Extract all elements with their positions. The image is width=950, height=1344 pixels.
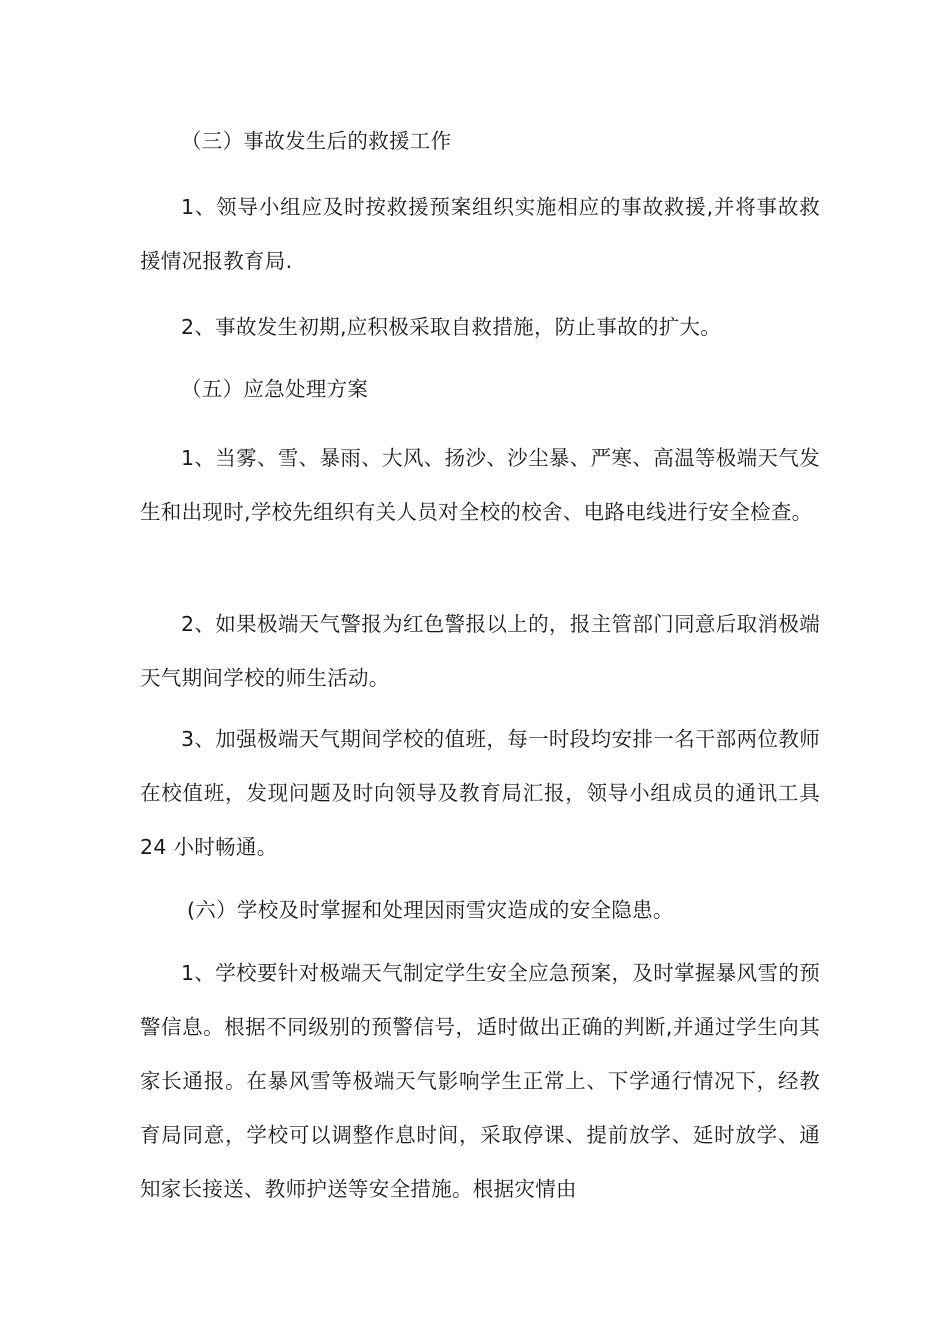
section-heading-emergency-plan: （五）应急处理方案 bbox=[181, 377, 369, 401]
section-heading-hazards: (六）学校及时掌握和处理因雨雪灾造成的安全隐患。 bbox=[187, 898, 674, 922]
paragraph-rescue-2: 2、事故发生初期,应积极采取自救措施，防止事故的扩大。 bbox=[181, 315, 722, 339]
paragraph-emergency-2: 2、如果极端天气警报为红色警报以上的，报主管部门同意后取消极端天气期间学校的师生活动。 bbox=[140, 612, 820, 690]
paragraph-emergency-3: 3、加强极端天气期间学校的值班，每一时段均安排一名干部两位教师在校值班，发现问题及时向领导及教育局汇报，领导小组成员的通讯工具 24 小时畅通。 bbox=[140, 727, 820, 859]
paragraph-rescue-1: 1、领导小组应及时按救援预案组织实施相应的事故救援,并将事故救援情况报教育局. bbox=[140, 195, 820, 273]
paragraph-emergency-1: 1、当雾、雪、暴雨、大风、扬沙、沙尘暴、严寒、高温等极端天气发生和出现时,学校先组织有关人员对全校的校舍、电路电线进行安全检查。 bbox=[140, 446, 820, 524]
paragraph-hazards-1: 1、学校要针对极端天气制定学生安全应急预案，及时掌握暴风雪的预警信息。根据不同级别的预警信号，适时做出正确的判断,并通过学生向其家长通报。在暴风雪等极端天气影响学生正常上、下学通行情况下，经教育局同意，学校可以调整作息时间，采取停课、提前放学、延时放学、通知家长接送、教师护送等安全措施。根据灾情由 bbox=[140, 961, 820, 1201]
section-heading-rescue: （三）事故发生后的救援工作 bbox=[181, 129, 452, 153]
